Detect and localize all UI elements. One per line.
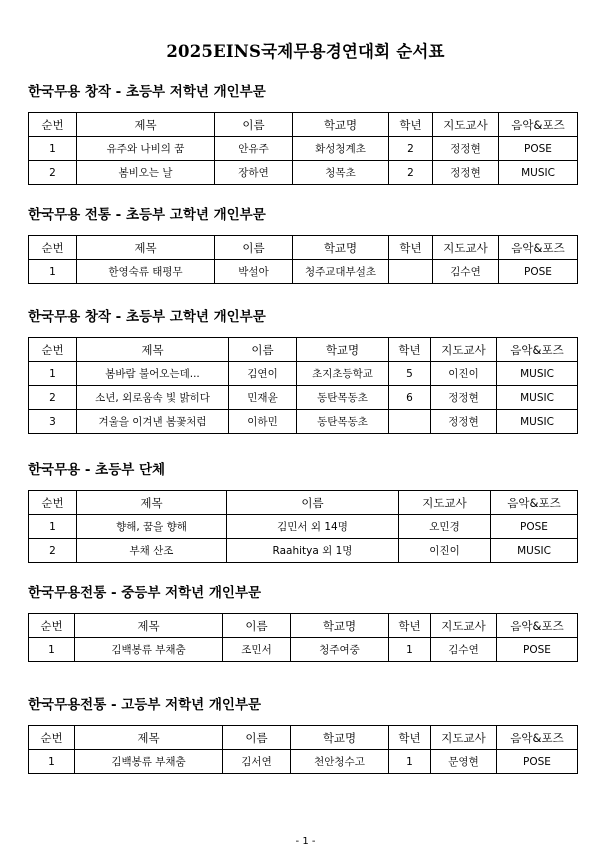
table-cell: 이진이 — [399, 539, 491, 563]
header-cell: 제목 — [77, 113, 215, 137]
table-cell: 유주와 나비의 꿈 — [77, 137, 215, 161]
table-cell: 부채 산조 — [77, 539, 227, 563]
header-cell: 음악&포즈 — [497, 614, 578, 638]
table-cell: POSE — [499, 260, 578, 284]
header-cell: 이름 — [215, 236, 293, 260]
table-cell: 2 — [29, 539, 77, 563]
table-header-row — [29, 726, 578, 750]
table-cell: 향해, 꿈을 향해 — [77, 515, 227, 539]
header-cell: 학교명 — [297, 338, 389, 362]
section-title: 한국무용전통 - 중등부 저학년 개인부문 — [28, 585, 262, 601]
table-header-row — [29, 338, 578, 362]
page-number: - 1 - — [295, 836, 316, 847]
header-cell: 학년 — [389, 726, 431, 750]
table-cell: 김백봉류 부채춤 — [75, 638, 223, 662]
table-cell: 김민서 외 14명 — [227, 515, 399, 539]
header-cell: 학교명 — [293, 236, 389, 260]
table-cell: 김백봉류 부채춤 — [75, 750, 223, 774]
page-title: 2025EINS국제무용경연대회 순서표 — [166, 42, 445, 61]
table-cell: 1 — [29, 750, 75, 774]
table-cell: 안유주 — [215, 137, 293, 161]
table-cell: 동탄목동초 — [297, 410, 389, 434]
header-cell: 음악&포즈 — [499, 113, 578, 137]
table-cell: 장하연 — [215, 161, 293, 185]
section-elementary-group — [28, 460, 577, 563]
header-cell: 순번 — [29, 113, 77, 137]
table-cell: 김수연 — [431, 638, 497, 662]
table-cell — [389, 260, 433, 284]
header-cell: 학년 — [389, 614, 431, 638]
table-row — [29, 161, 578, 185]
table-row — [29, 410, 578, 434]
table-cell: 1 — [389, 750, 431, 774]
table-cell: MUSIC — [497, 362, 578, 386]
header-cell: 순번 — [29, 236, 77, 260]
header-cell: 지도교사 — [433, 113, 499, 137]
header-cell: 이름 — [223, 614, 291, 638]
header-cell: 학교명 — [291, 726, 389, 750]
table-cell: POSE — [497, 638, 578, 662]
table-cell: 청주교대부설초 — [293, 260, 389, 284]
entries-table — [28, 235, 578, 284]
entries-table — [28, 490, 578, 563]
section-title: 한국무용 전통 - 초등부 고학년 개인부문 — [28, 207, 266, 223]
table-row — [29, 539, 578, 563]
header-cell: 순번 — [29, 614, 75, 638]
table-cell: 박설아 — [215, 260, 293, 284]
section-title: 한국무용전통 - 고등부 저학년 개인부문 — [28, 697, 262, 713]
table-header-row — [29, 614, 578, 638]
table-cell: 2 — [29, 386, 77, 410]
table-cell: 봄비오는 날 — [77, 161, 215, 185]
table-cell: 1 — [29, 137, 77, 161]
table-header-row — [29, 236, 578, 260]
header-cell: 음악&포즈 — [491, 491, 578, 515]
table-cell: 봄바람 불어오는데... — [77, 362, 229, 386]
table-cell: 3 — [29, 410, 77, 434]
section-elementary-lower-creative — [28, 82, 577, 185]
table-cell: 청주여중 — [291, 638, 389, 662]
table-cell: 김연이 — [229, 362, 297, 386]
section-elementary-upper-traditional — [28, 205, 577, 284]
table-cell: 이진이 — [431, 362, 497, 386]
header-cell: 이름 — [215, 113, 293, 137]
header-cell: 지도교사 — [433, 236, 499, 260]
table-cell: 한영숙류 태평무 — [77, 260, 215, 284]
table-cell: 정정현 — [431, 410, 497, 434]
section-high-lower-traditional — [28, 695, 577, 774]
header-cell: 학교명 — [291, 614, 389, 638]
table-cell: 동탄목동초 — [297, 386, 389, 410]
table-cell: 이하민 — [229, 410, 297, 434]
entries-table — [28, 613, 578, 662]
section-title: 한국무용 창작 - 초등부 고학년 개인부문 — [28, 309, 266, 325]
header-cell: 제목 — [77, 491, 227, 515]
header-cell: 학년 — [389, 236, 433, 260]
header-cell: 지도교사 — [431, 726, 497, 750]
table-cell: 정정현 — [433, 137, 499, 161]
table-header-row — [29, 491, 578, 515]
table-cell: 조민서 — [223, 638, 291, 662]
header-cell: 지도교사 — [431, 338, 497, 362]
section-title: 한국무용 창작 - 초등부 저학년 개인부문 — [28, 84, 266, 100]
table-cell: 김수연 — [433, 260, 499, 284]
header-cell: 순번 — [29, 338, 77, 362]
entries-table — [28, 725, 578, 774]
table-cell: MUSIC — [497, 386, 578, 410]
table-cell: 2 — [389, 161, 433, 185]
table-cell: 2 — [29, 161, 77, 185]
table-cell: 1 — [29, 515, 77, 539]
header-cell: 학교명 — [293, 113, 389, 137]
section-elementary-upper-creative — [28, 307, 577, 434]
table-cell: MUSIC — [497, 410, 578, 434]
table-cell: 정정현 — [431, 386, 497, 410]
table-row — [29, 750, 578, 774]
header-cell: 지도교사 — [431, 614, 497, 638]
table-row — [29, 362, 578, 386]
table-cell: 겨울을 이겨낸 봄꽃처럼 — [77, 410, 229, 434]
table-cell: MUSIC — [491, 539, 578, 563]
table-cell: 5 — [389, 362, 431, 386]
table-cell: 정정현 — [433, 161, 499, 185]
table-cell: 소년, 외로움속 빛 밝히다 — [77, 386, 229, 410]
table-row — [29, 515, 578, 539]
table-cell: POSE — [499, 137, 578, 161]
entries-table — [28, 112, 578, 185]
table-row — [29, 260, 578, 284]
table-cell: 화성청계초 — [293, 137, 389, 161]
entries-table — [28, 337, 578, 434]
table-cell: 6 — [389, 386, 431, 410]
table-cell: 청목초 — [293, 161, 389, 185]
table-cell: 오민경 — [399, 515, 491, 539]
header-cell: 지도교사 — [399, 491, 491, 515]
table-cell: 1 — [29, 638, 75, 662]
header-cell: 음악&포즈 — [497, 338, 578, 362]
table-cell: 1 — [29, 260, 77, 284]
header-cell: 음악&포즈 — [499, 236, 578, 260]
table-cell: 초지초등학교 — [297, 362, 389, 386]
table-row — [29, 638, 578, 662]
header-cell: 제목 — [75, 726, 223, 750]
table-cell: 문영현 — [431, 750, 497, 774]
table-cell: POSE — [491, 515, 578, 539]
header-cell: 학년 — [389, 338, 431, 362]
header-cell: 제목 — [75, 614, 223, 638]
table-cell: POSE — [497, 750, 578, 774]
header-cell: 음악&포즈 — [497, 726, 578, 750]
header-cell: 순번 — [29, 726, 75, 750]
header-cell: 학년 — [389, 113, 433, 137]
table-cell: MUSIC — [499, 161, 578, 185]
table-cell — [389, 410, 431, 434]
section-title: 한국무용 - 초등부 단체 — [28, 462, 166, 478]
table-cell: 민재윤 — [229, 386, 297, 410]
header-cell: 이름 — [223, 726, 291, 750]
header-cell: 제목 — [77, 338, 229, 362]
table-cell: 1 — [389, 638, 431, 662]
header-cell: 이름 — [229, 338, 297, 362]
table-cell: 2 — [389, 137, 433, 161]
table-cell: 천안청수고 — [291, 750, 389, 774]
header-cell: 이름 — [227, 491, 399, 515]
table-cell: 김서연 — [223, 750, 291, 774]
table-row — [29, 137, 578, 161]
section-middle-lower-traditional — [28, 583, 577, 662]
table-header-row — [29, 113, 578, 137]
header-cell: 순번 — [29, 491, 77, 515]
table-cell: Raahitya 외 1명 — [227, 539, 399, 563]
header-cell: 제목 — [77, 236, 215, 260]
table-row — [29, 386, 578, 410]
table-cell: 1 — [29, 362, 77, 386]
